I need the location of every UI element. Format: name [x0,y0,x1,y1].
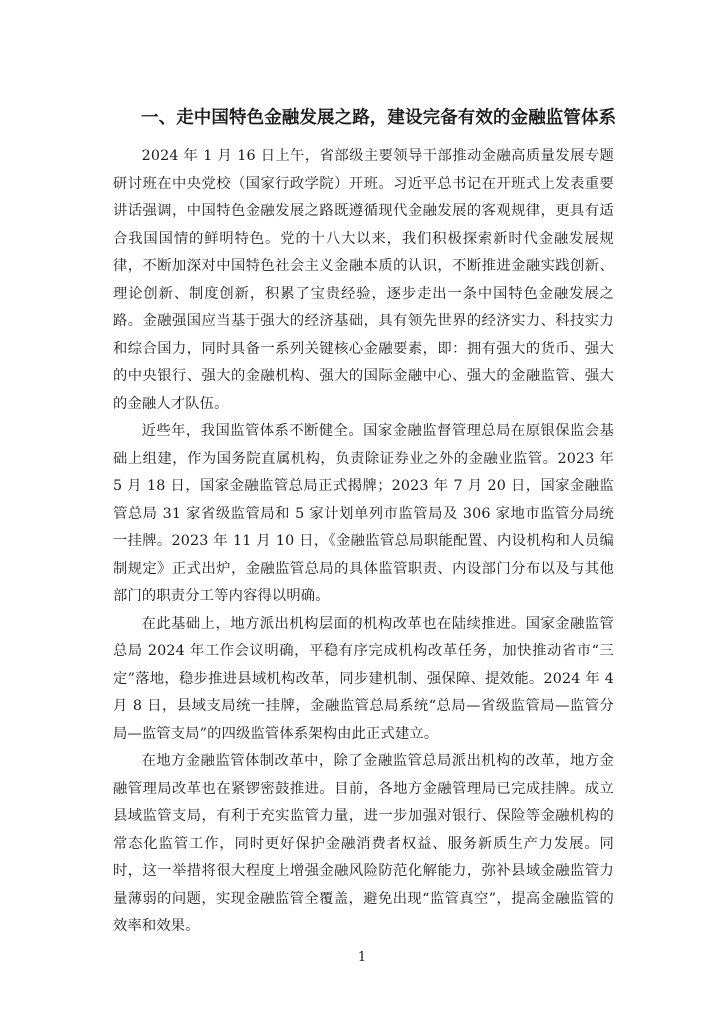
paragraph-4: 在地方金融监管体制改革中，除了金融监管总局派出机构的改革，地方金融管理局改革也在紧锣密鼓推进。目前，各地方金融管理局已完成挂牌。成立县域监管支局，有利于充实监管力量，进一步加强对银行、保险等金融机构的常态化监管工作，同时更好保护金融消费者权益、服务新质生产力发展。同时，这一举措将很大程度上增强金融风险防范化解能力，弥补县域金融监管力量薄弱的问题，实现金融监管全覆盖，避免出现“监管真空”，提高金融监管的效率和效果。 [113,753,614,934]
page-number: 1 [357,950,367,965]
paragraph-1: 2024 年 1 月 16 日上午，省部级主要领导干部推动金融高质量发展专题研讨班在中央党校（国家行政学院）开班。习近平总书记在开班式上发表重要讲话强调，中国特色金融发展之路既遵循现代金融发展的客观规律，更具有适合我国国情的鲜明特色。党的十八大以来，我们积极探索新时代金融发展规律，不断加深对中国特色社会主义金融本质的认识，不断推进金融实践创新、理论创新、制度创新，积累了宝贵经验，逐步走出一条中国特色金融发展之路。金融强国应当基于强大的经济基础，具有领先世界的经济实力、科技实力和综合国力，同时具备一系列关键核心金融要素，即：拥有强大的货币、强大的中央银行、强大的金融机构、强大的国际金融中心、强大的金融监管、强大的金融人才队伍。 [113,148,614,412]
section-heading: 一、走中国特色金融发展之路，建设完备有效的金融监管体系 [141,108,617,128]
paragraph-3: 在此基础上，地方派出机构层面的机构改革也在陆续推进。国家金融监管总局 2024 年工作会议明确，平稳有序完成机构改革任务，加快推动省市“三定”落地，稳步推进县域机构改革，同步建机制、强保障、提效能。2024 年 4 月 8 日，县域支局统一挂牌，金融监管总局系统“总局—省级监管局—监管分局—监管支局”的四级监管体系架构由此正式建立。 [113,615,614,742]
paragraph-2: 近些年，我国监管体系不断健全。国家金融监督管理总局在原银保监会基础上组建，作为国务院直属机构，负责除证券业之外的金融业监管。2023 年 5 月 18 日，国家金融监管总局正式揭牌；2023 年 7 月 20 日，国家金融监管总局 31 家省级监管局和 5 家计划单列市监管局及 306 家地市监管分局统一挂牌。2023 年 11 月 10 日，《金融监管总局职能配置、内设机构和人员编制规定》正式出炉，金融监管总局的具体监管职责、内设部门分布以及与其他部门的职责分工等内容得以明确。 [113,423,614,604]
